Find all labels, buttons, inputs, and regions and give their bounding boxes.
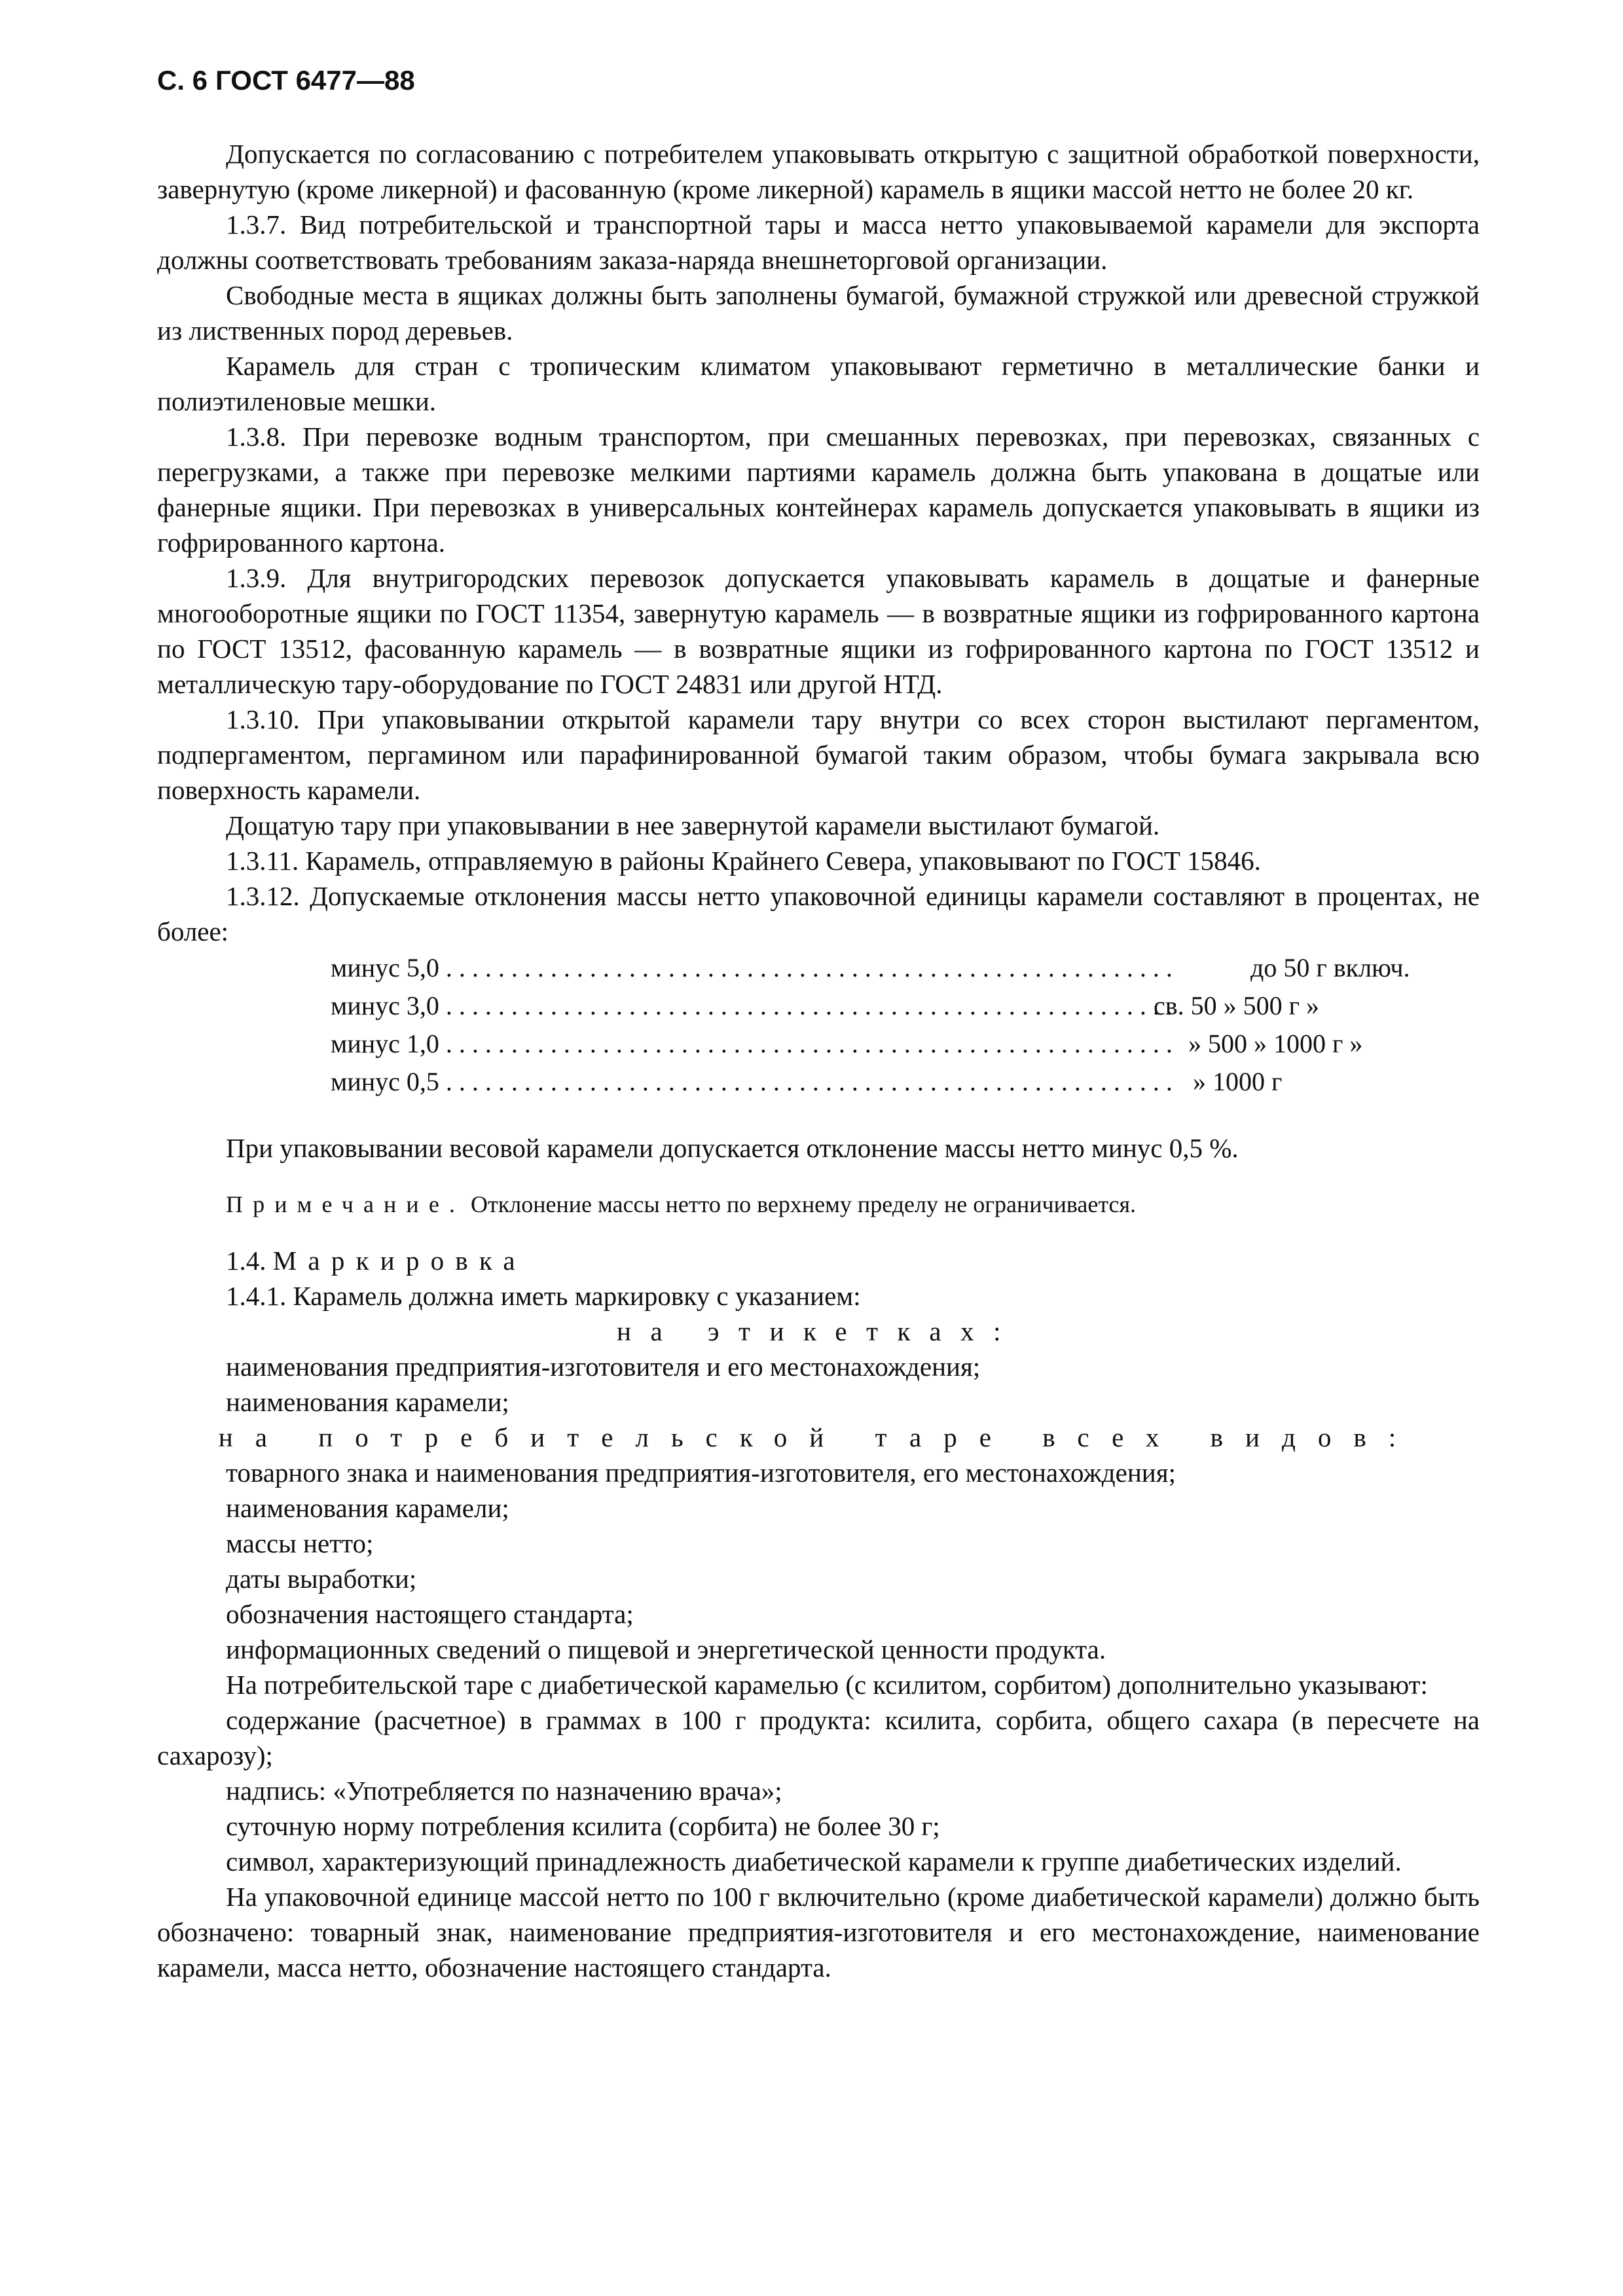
clause-1-4-1: 1.4.1. Карамель должна иметь маркировку с указанием: [226,1281,861,1311]
paragraph: содержание (расчетное) в граммах в 100 г продукта: ксилита, сорбита, общего сахара (в пересчете на сахарозу); [157,1705,1480,1770]
tolerance-row [157,987,1480,1025]
note-label: Примечание. [226,1191,465,1217]
section-title: Маркировка [272,1246,526,1276]
tolerance-range: » 1000 г [1193,1067,1283,1096]
tolerance-value: минус 0,5 . . . . . . . . . . . . . . . . . . . . . . . . . . . . . . . . . . . . . . . . . . . . . . . . . . . . . . . . [331,1067,1173,1096]
section-number: 1.4. [226,1246,273,1276]
subheading-labels: на этикетках: [616,1316,1020,1346]
subheading-consumer-package: на потребительской таре всех видов: [218,1422,1419,1452]
clause-1-3-10: 1.3.10. При упаковывании открытой карамели тару внутри со всех сторон выстилают пергаментом, подпергаментом, пергамином или парафинированной бумагой таким образом, чтобы бумага закрывала всю поверхность карамели. [157,704,1480,805]
tolerance-table [157,949,1480,1101]
clause-1-3-12: 1.3.12. Допускаемые отклонения массы нетто упаковочной единицы карамели составляют в процентах, не более: [157,881,1480,946]
standard-designation: ГОСТ 6477—88 [215,65,415,96]
list-item: наименования карамели; [226,1493,509,1523]
section-heading [157,1243,1480,1278]
page-header [157,63,1480,98]
paragraph: Допускается по согласованию с потребителем упаковывать открытую с защитной обработкой поверхности, завернутую (кроме ликерной) и фасованную (кроме ликерной) карамель в ящики массой нетто не более 20 кг. [157,139,1480,204]
clause-1-3-11: 1.3.11. Карамель, отправляемую в районы Крайнего Севера, упаковывают по ГОСТ 15846. [226,846,1261,876]
tolerance-row [157,1063,1480,1101]
list-item: наименования предприятия-изготовителя и его местонахождения; [226,1352,981,1382]
paragraph: На потребительской таре с диабетической карамелью (с ксилитом, сорбитом) дополнительно указывают: [226,1670,1428,1700]
paragraph: На упаковочной единице массой нетто по 100 г включительно (кроме диабетической карамели) должно быть обозначено: товарный знак, наименование предприятия-изготовителя и его местонахождение, наименование карамели, масса нетто, обозначение настоящего стандарта. [157,1882,1480,1982]
list-item: даты выработки; [226,1564,417,1594]
list-item: массы нетто; [226,1528,374,1558]
list-item: информационных сведений о пищевой и энергетической ценности продукта. [226,1634,1106,1664]
paragraph: При упаковывании весовой карамели допускается отклонение массы нетто минус 0,5 %. [226,1133,1239,1163]
clause-1-3-7: 1.3.7. Вид потребительской и транспортной тары и масса нетто упаковываемой карамели для экспорта должны соответствовать требованиям заказа-наряда внешнеторговой организации. [157,209,1480,275]
tolerance-range: св. 50 » 500 г » [1154,991,1320,1020]
note-text: Отклонение массы нетто по верхнему пределу не ограничивается. [465,1191,1137,1217]
page-number: С. 6 [157,65,208,96]
tolerance-value: минус 1,0 . . . . . . . . . . . . . . . . . . . . . . . . . . . . . . . . . . . . . . . . . . . . . . . . . . . . . . . . [331,1029,1173,1058]
tolerance-range: до 50 г включ. [1250,953,1410,982]
tolerance-value: минус 5,0 . . . . . . . . . . . . . . . . . . . . . . . . . . . . . . . . . . . . . . . . . . . . . . . . . . . . . . . . [331,953,1173,982]
paragraph: символ, характеризующий принадлежность диабетической карамели к группе диабетических изделий. [226,1846,1402,1876]
tolerance-range: » 500 » 1000 г » [1188,1029,1363,1058]
list-item: наименования карамели; [226,1387,509,1417]
paragraph: суточную норму потребления ксилита (сорбита) не более 30 г; [226,1811,940,1841]
tolerance-value: минус 3,0 . . . . . . . . . . . . . . . . . . . . . . . . . . . . . . . . . . . . . . . . . . . . . . . . . . . . . . . . [331,991,1173,1020]
document-page [157,63,1480,1985]
paragraph: надпись: «Употребляется по назначению врача»; [226,1776,782,1806]
paragraph: Свободные места в ящиках должны быть заполнены бумагой, бумажной стружкой или древесной стружкой из лиственных пород деревьев. [157,280,1480,346]
clause-1-3-8: 1.3.8. При перевозке водным транспортом, при смешанных перевозках, при перевозках, связанных с перегрузками, а также при перевозке мелкими партиями карамель должна быть упакована в дощатые или фанерные ящики. При перевозках в универсальных контейнерах карамель допускается упаковывать в ящики из гофрированного картона. [157,422,1480,558]
note [157,1187,1480,1222]
tolerance-row [157,1025,1480,1063]
paragraph: Карамель для стран с тропическим климатом упаковывают герметично в металлические банки и полиэтиленовые мешки. [157,351,1480,416]
list-item: товарного знака и наименования предприятия-изготовителя, его местонахождения; [226,1458,1176,1488]
tolerance-row [157,949,1480,987]
list-item: обозначения настоящего стандарта; [226,1599,634,1629]
paragraph: Дощатую тару при упаковывании в нее завернутой карамели выстилают бумагой. [226,810,1160,840]
clause-1-3-9: 1.3.9. Для внутригородских перевозок допускается упаковывать карамель в дощатые и фанерные многооборотные ящики по ГОСТ 11354, завернутую карамель — в возвратные ящики из гофрированного картона по ГОСТ 13512, фасованную карамель — в возвратные ящики из гофрированного картона по ГОСТ 13512 и металлическую тару-оборудование по ГОСТ 24831 или другой НТД. [157,563,1480,699]
